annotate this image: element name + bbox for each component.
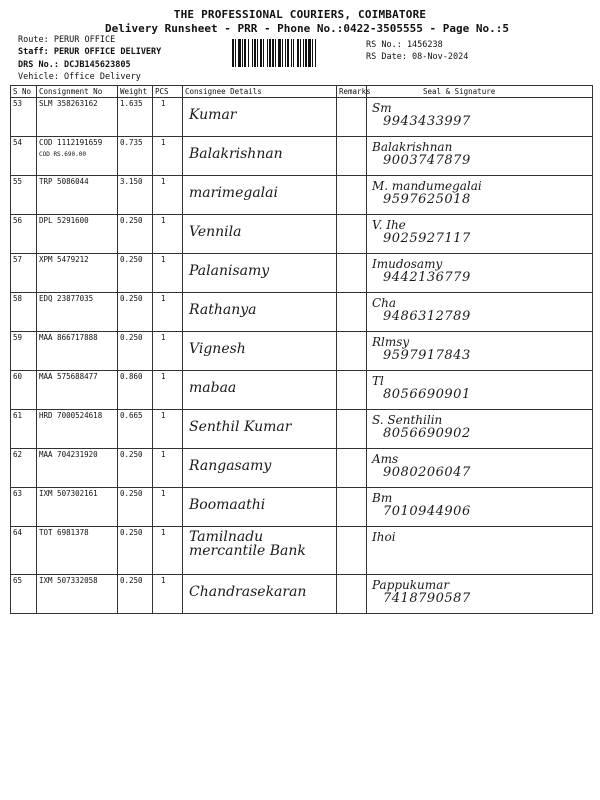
consignment-cell [37,449,118,488]
sno-cell: 53 [11,98,37,137]
remarks-cell [337,98,367,137]
consignee-name: Rangasamy [189,458,272,474]
pcs-cell: 1 [153,215,183,254]
col-signature-header: Seal & Signature [367,86,593,98]
pcs-cell: 1 [153,371,183,410]
consignment-number: HRD 7000524618 [39,411,103,420]
remarks-cell [337,371,367,410]
pcs-cell: 1 [153,332,183,371]
pcs-cell: 1 [153,137,183,176]
sno-cell: 64 [11,527,37,575]
company-title: THE PROFESSIONAL COURIERS, COIMBATORE [173,8,427,21]
consignment-number: DPL 5291600 [39,216,89,225]
signature-mark: Pappukumar [372,578,450,592]
signature-cell [367,488,593,527]
consignee-cell [183,449,337,488]
signature-cell [367,410,593,449]
consignment-cell [37,410,118,449]
consignee-name: marimegalai [189,185,278,201]
pcs-cell: 1 [153,575,183,614]
signature-phone: 9025927117 [383,231,471,246]
consignment-cell [37,371,118,410]
consignment-cell [37,176,118,215]
consignment-number: EDQ 23877035 [39,294,94,303]
table-row [11,215,593,254]
weight-cell: 0.250 [118,332,153,371]
cod-note: COD RS.690.00 [39,151,86,158]
signature-mark: Cha [372,296,397,310]
sno-cell: 57 [11,254,37,293]
signature-cell [367,449,593,488]
weight-cell: 1.635 [118,98,153,137]
table-row [11,371,593,410]
consignment-number: XPM 5479212 [39,255,89,264]
signature-mark: Bm [372,491,393,505]
runsheet-subtitle: Delivery Runsheet - PRR - Phone No.:0422-3505555 - Page No.:5 [105,22,509,35]
weight-cell: 0.860 [118,371,153,410]
consignee-cell [183,176,337,215]
remarks-cell [337,332,367,371]
table-row [11,488,593,527]
sno-cell: 54 [11,137,37,176]
signature-cell [367,527,593,575]
signature-cell [367,98,593,137]
consignee-name: Kumar [189,107,237,123]
weight-cell: 0.250 [118,215,153,254]
rs-date: RS Date: 08-Nov-2024 [366,52,469,62]
signature-phone: 8056690901 [383,387,471,402]
signature-mark: Rlmsy [372,335,410,349]
consignee-cell [183,332,337,371]
signature-cell [367,371,593,410]
consignee-cell [183,527,337,575]
signature-phone: 8056690902 [383,426,471,441]
weight-cell: 0.250 [118,449,153,488]
signature-mark: V. Ihe [372,218,406,232]
consignment-number: TOT 6981378 [39,528,89,537]
runsheet-table [10,85,593,614]
consignment-cell [37,293,118,332]
sno-cell: 63 [11,488,37,527]
pcs-cell: 1 [153,527,183,575]
col-consignee-header: Consignee Details [183,86,337,98]
signature-mark: Sm [372,101,392,115]
signature-phone: 9003747879 [383,153,471,168]
consignee-name: Vennila [189,224,242,240]
pcs-cell: 1 [153,176,183,215]
signature-mark: Imudosamy [372,257,443,271]
drs-number: DRS No.: DCJB145623805 [18,60,131,70]
table-row [11,176,593,215]
sno-cell: 58 [11,293,37,332]
consignment-number: IXM 507302161 [39,489,98,498]
signature-cell [367,293,593,332]
weight-cell: 0.250 [118,575,153,614]
consignment-cell [37,527,118,575]
consignee-cell [183,137,337,176]
signature-cell [367,575,593,614]
consignment-number: SLM 358263162 [39,99,98,108]
pcs-cell: 1 [153,293,183,332]
sno-cell: 59 [11,332,37,371]
weight-cell: 0.250 [118,254,153,293]
remarks-cell [337,137,367,176]
signature-phone: 9597917843 [383,348,471,363]
consignment-cell [37,488,118,527]
consignee-cell [183,293,337,332]
signature-cell [367,254,593,293]
sno-cell: 65 [11,575,37,614]
signature-phone: 9486312789 [383,309,471,324]
col-remarks-header: Remarks [337,86,367,98]
staff-label: Staff: PERUR OFFICE DELIVERY [18,47,162,57]
signature-mark: M. mandumegalai [372,179,482,193]
consignee-name: Tamilnadu mercantile Bank [189,529,306,559]
consignee-name: Boomaathi [189,497,266,513]
remarks-cell [337,488,367,527]
consignment-number: MAA 704231920 [39,450,98,459]
pcs-cell: 1 [153,254,183,293]
consignee-name: Rathanya [189,302,257,318]
signature-cell [367,137,593,176]
consignment-number: MAA 866717888 [39,333,98,342]
consignee-name: Senthil Kumar [189,419,292,435]
consignee-cell [183,575,337,614]
consignee-cell [183,371,337,410]
signature-phone: 7418790587 [383,591,471,606]
remarks-cell [337,527,367,575]
consignee-name: mabaa [189,380,237,396]
weight-cell: 3.150 [118,176,153,215]
consignment-cell [37,98,118,137]
weight-cell: 0.250 [118,293,153,332]
remarks-cell [337,176,367,215]
signature-mark: Ihoi [372,530,396,544]
consignment-cell [37,575,118,614]
consignment-number: TRP 5086044 [39,177,89,186]
barcode-image [232,39,360,67]
pcs-cell: 1 [153,488,183,527]
consignment-number: IXM 507332058 [39,576,98,585]
consignee-name: Palanisamy [189,263,270,279]
table-row [11,293,593,332]
table-row [11,98,593,137]
sno-cell: 60 [11,371,37,410]
table-row [11,575,593,614]
weight-cell: 0.665 [118,410,153,449]
vehicle-label: Vehicle: Office Delivery [18,72,141,82]
consignee-cell [183,98,337,137]
signature-phone: 9442136779 [383,270,471,285]
weight-cell: 0.250 [118,527,153,575]
remarks-cell [337,215,367,254]
consignment-cell [37,137,118,176]
sno-cell: 62 [11,449,37,488]
consignee-cell [183,254,337,293]
consignee-name: Balakrishnan [189,146,283,162]
table-header-row [11,86,593,98]
col-consignment-header: Consignment No [37,86,118,98]
signature-cell [367,215,593,254]
pcs-cell: 1 [153,98,183,137]
pcs-cell: 1 [153,410,183,449]
table-row [11,254,593,293]
consignment-number: COD 1112191659 [39,138,103,147]
table-row [11,527,593,575]
signature-mark: S. Senthilin [372,413,443,427]
remarks-cell [337,575,367,614]
weight-cell: 0.735 [118,137,153,176]
sno-cell: 61 [11,410,37,449]
pcs-cell: 1 [153,449,183,488]
route-label: Route: PERUR OFFICE [18,35,116,45]
consignee-cell [183,410,337,449]
consignee-cell [183,488,337,527]
weight-cell: 0.250 [118,488,153,527]
col-sno-header: S No [11,86,37,98]
signature-cell [367,332,593,371]
rs-number: RS No.: 1456238 [366,40,443,50]
consignment-cell [37,215,118,254]
signature-phone: 9597625018 [383,192,471,207]
signature-phone: 9943433997 [383,114,471,129]
remarks-cell [337,410,367,449]
signature-mark: Balakrishnan [372,140,453,154]
consignee-cell [183,215,337,254]
consignee-name: Vignesh [189,341,246,357]
sno-cell: 56 [11,215,37,254]
consignment-cell [37,254,118,293]
table-row [11,410,593,449]
table-row [11,332,593,371]
table-row [11,449,593,488]
consignment-cell [37,332,118,371]
signature-phone: 9080206047 [383,465,471,480]
remarks-cell [337,254,367,293]
remarks-cell [337,293,367,332]
consignment-number: MAA 575688477 [39,372,98,381]
remarks-cell [337,449,367,488]
sno-cell: 55 [11,176,37,215]
table-row [11,137,593,176]
signature-mark: Ams [372,452,399,466]
col-pcs-header: PCS [153,86,183,98]
consignee-name: Chandrasekaran [189,584,307,600]
signature-cell [367,176,593,215]
signature-mark: Tl [372,374,384,388]
signature-phone: 7010944906 [383,504,471,519]
col-weight-header: Weight [118,86,153,98]
